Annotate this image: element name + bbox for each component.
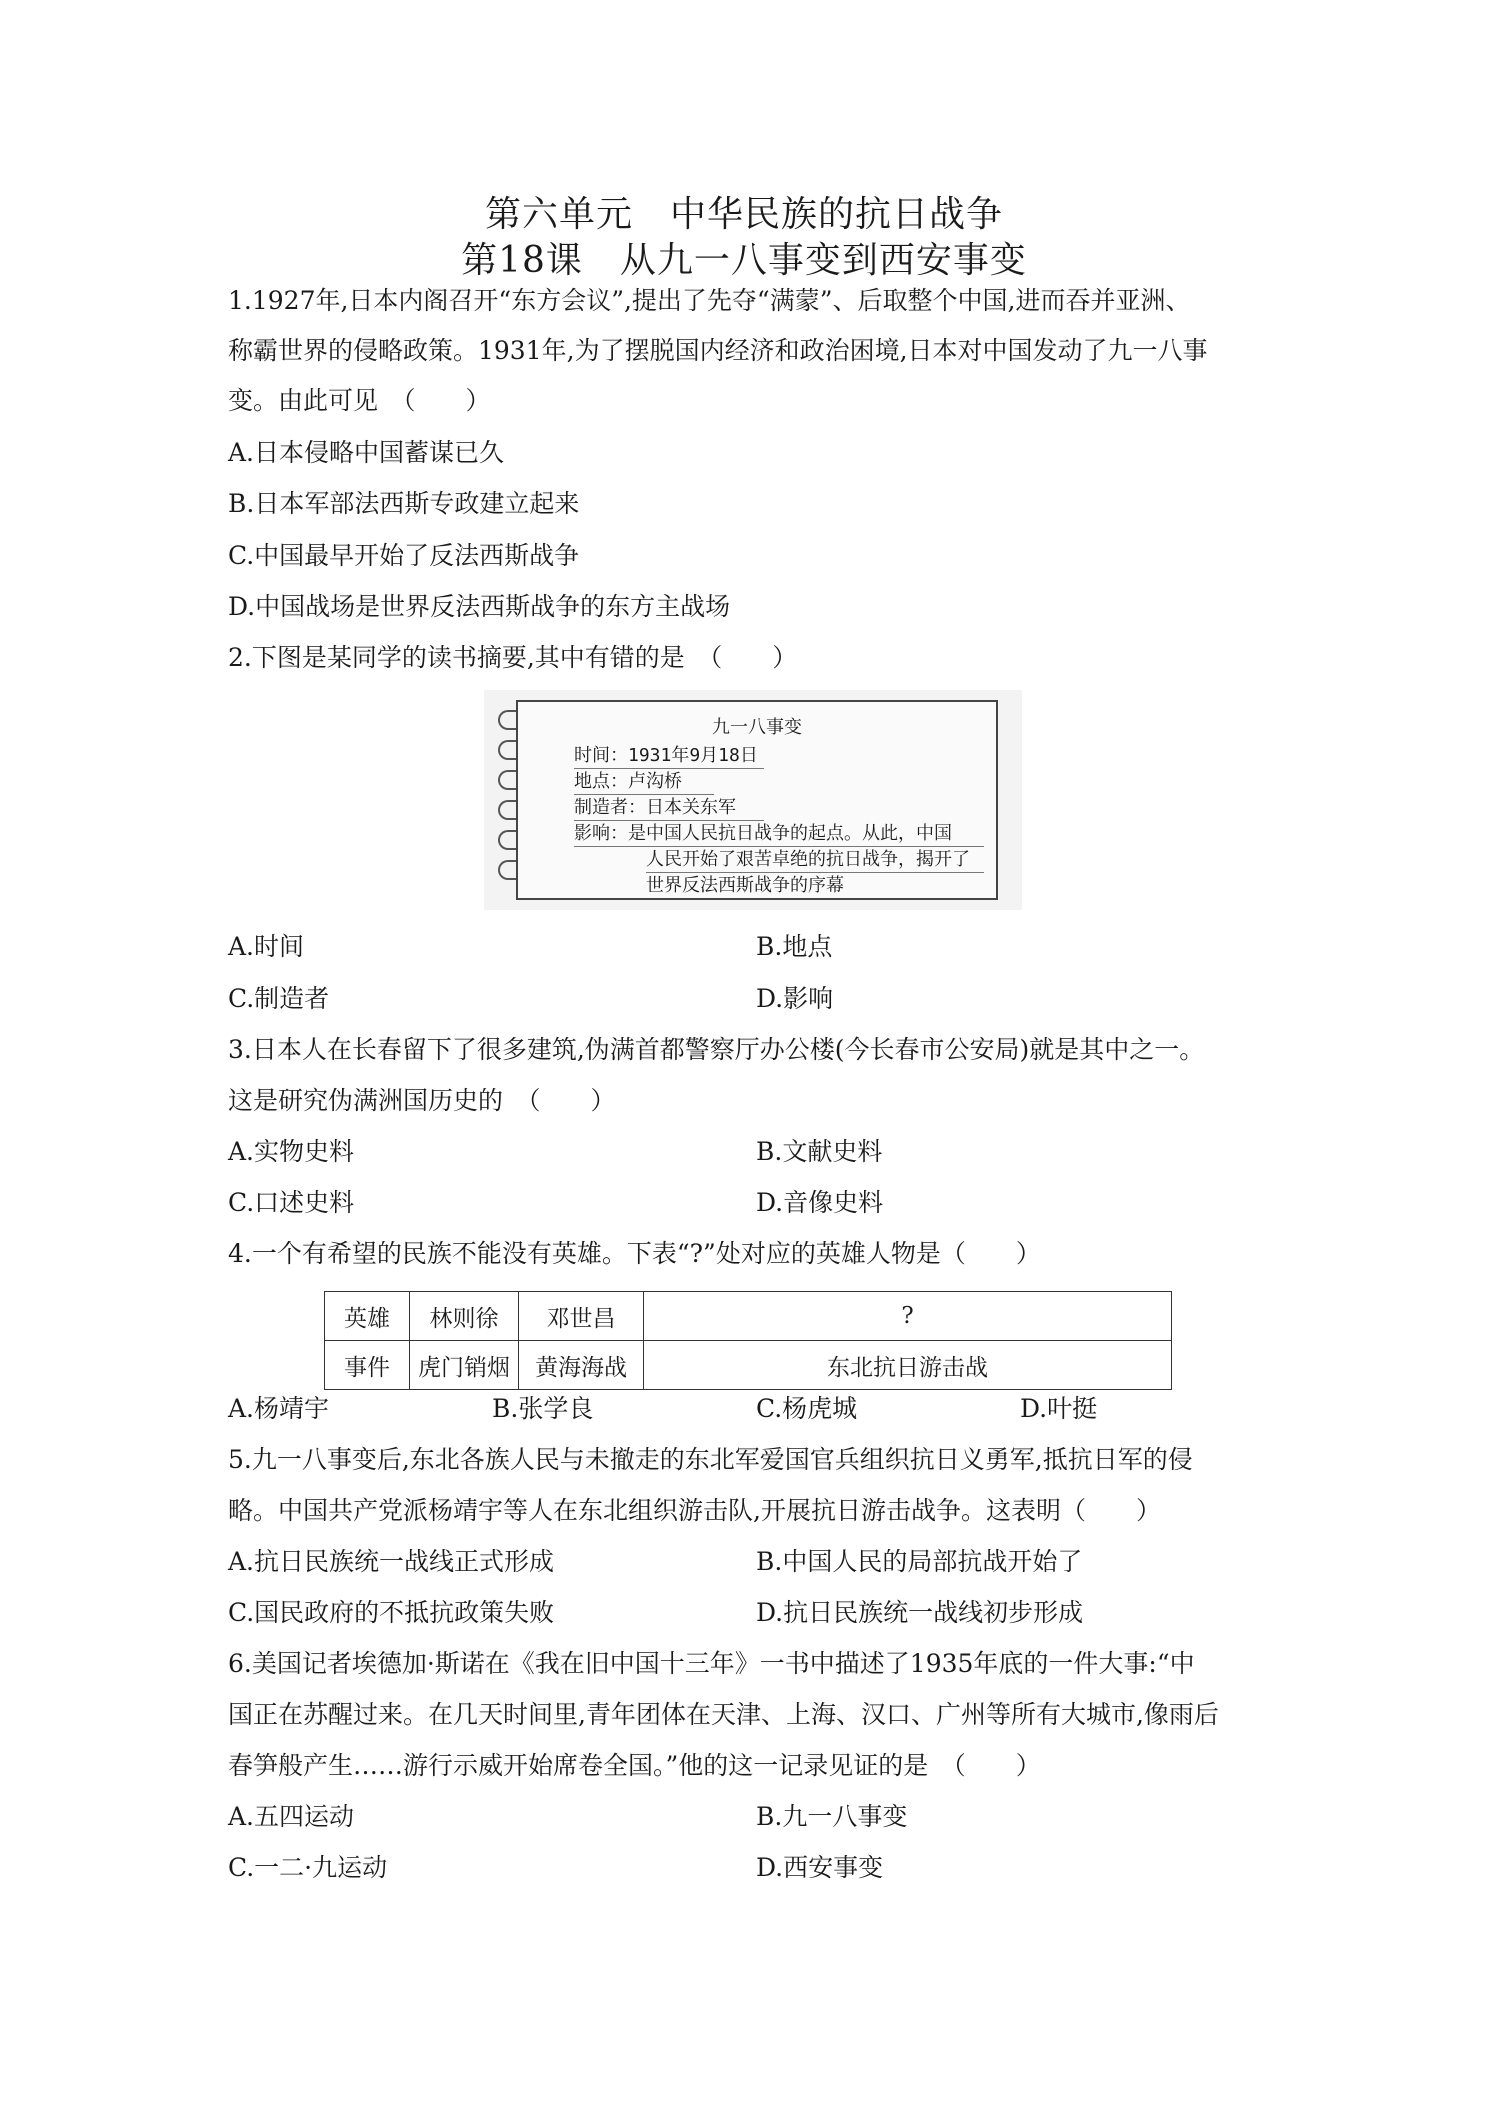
option-d: D.抗日民族统一战线初步形成 <box>756 1598 1084 1627</box>
table-row <box>325 1341 1172 1390</box>
option-a: A.日本侵略中国蓄谋已久 <box>228 438 505 467</box>
option-c: C.一二·九运动 <box>228 1853 388 1882</box>
option-a: A.实物史料 <box>228 1137 355 1166</box>
table-row <box>325 1292 1172 1341</box>
table-cell: ? <box>644 1292 1172 1341</box>
lesson-title: 第18课 从九一八事变到西安事变 <box>461 240 1027 281</box>
question-6-line: 春笋般产生……游行示威开始席卷全国。”他的这一记录见证的是 （ ） <box>228 1751 1041 1780</box>
question-1-line: 1.1927年,日本内阁召开“东方会议”,提出了先夺“满蒙”、后取整个中国,进而吞并亚洲、 <box>228 286 1191 315</box>
option-a: A.杨靖宇 <box>228 1394 330 1423</box>
option-b: B.地点 <box>756 932 833 961</box>
option-b: B.张学良 <box>492 1394 594 1423</box>
option-d: D.叶挺 <box>1020 1394 1098 1423</box>
notebook-line: 世界反法西斯战争的序幕 <box>646 875 844 896</box>
option-d: D.西安事变 <box>756 1853 884 1882</box>
table-cell: 黄海海战 <box>519 1341 644 1390</box>
reading-notes-figure <box>484 690 1022 910</box>
option-b: B.文献史料 <box>756 1137 883 1166</box>
table-cell: 英雄 <box>325 1292 410 1341</box>
option-d: D.影响 <box>756 984 834 1013</box>
option-b: B.九一八事变 <box>756 1802 908 1831</box>
table-cell: 林则徐 <box>410 1292 519 1341</box>
question-5-line: 略。中国共产党派杨靖宇等人在东北组织游击队,开展抗日游击战争。这表明（ ） <box>228 1496 1161 1525</box>
question-3-line: 3.日本人在长春留下了很多建筑,伪满首都警察厅办公楼(今长春市公安局)就是其中之一。 <box>228 1035 1205 1064</box>
option-a: A.时间 <box>228 932 305 961</box>
table-cell: 虎门销烟 <box>410 1341 519 1390</box>
question-1-line: 变。由此可见 （ ） <box>228 386 491 415</box>
question-1-line: 称霸世界的侵略政策。1931年,为了摆脱国内经济和政治困境,日本对中国发动了九一八事 <box>228 336 1208 365</box>
notebook-heading: 九一八事变 <box>712 717 802 738</box>
table-cell: 邓世昌 <box>519 1292 644 1341</box>
option-c: C.杨虎城 <box>756 1394 858 1423</box>
unit-title: 第六单元 中华民族的抗日战争 <box>484 194 1003 235</box>
notebook-line: 时间：1931年9月18日 <box>574 745 758 766</box>
option-d: D.中国战场是世界反法西斯战争的东方主战场 <box>228 592 731 621</box>
hero-table <box>324 1291 1172 1390</box>
option-a: A.抗日民族统一战线正式形成 <box>228 1547 555 1576</box>
question-4-stem: 4.一个有希望的民族不能没有英雄。下表“?”处对应的英雄人物是（ ） <box>228 1239 1041 1268</box>
notebook-line: 地点：卢沟桥 <box>574 771 682 792</box>
question-3-line: 这是研究伪满洲国历史的 （ ） <box>228 1086 616 1115</box>
option-b: B.日本军部法西斯专政建立起来 <box>228 489 580 518</box>
question-2-stem: 2.下图是某同学的读书摘要,其中有错的是 （ ） <box>228 643 798 672</box>
notebook-line: 制造者：日本关东军 <box>574 797 736 818</box>
table-cell: 东北抗日游击战 <box>644 1341 1172 1390</box>
option-c: C.中国最早开始了反法西斯战争 <box>228 541 580 570</box>
option-c: C.制造者 <box>228 984 330 1013</box>
option-c: C.国民政府的不抵抗政策失败 <box>228 1598 555 1627</box>
option-a: A.五四运动 <box>228 1802 355 1831</box>
notebook-line: 影响：是中国人民抗日战争的起点。从此，中国 <box>574 823 952 844</box>
notebook-page <box>516 700 998 900</box>
option-b: B.中国人民的局部抗战开始了 <box>756 1547 1083 1576</box>
table-cell: 事件 <box>325 1341 410 1390</box>
option-d: D.音像史料 <box>756 1188 884 1217</box>
notebook-line: 人民开始了艰苦卓绝的抗日战争，揭开了 <box>646 849 970 870</box>
question-6-line: 6.美国记者埃德加·斯诺在《我在旧中国十三年》一书中描述了1935年底的一件大事:“中 <box>228 1649 1195 1678</box>
question-6-line: 国正在苏醒过来。在几天时间里,青年团体在天津、上海、汉口、广州等所有大城市,像雨后 <box>228 1700 1219 1729</box>
option-c: C.口述史料 <box>228 1188 355 1217</box>
question-5-line: 5.九一八事变后,东北各族人民与未撤走的东北军爱国官兵组织抗日义勇军,抵抗日军的侵 <box>228 1445 1193 1474</box>
